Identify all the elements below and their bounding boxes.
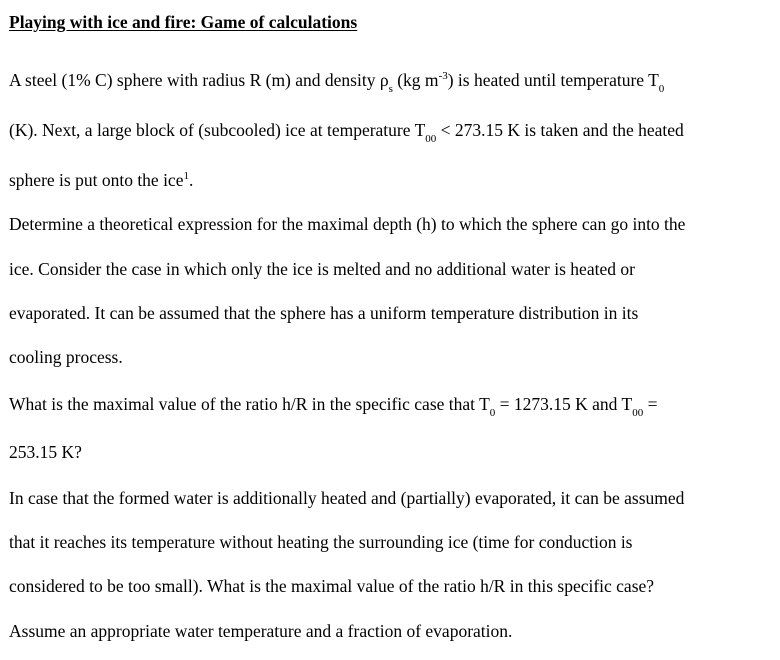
text-run: . <box>188 170 194 190</box>
text-run: ) is heated until temperature T <box>447 70 659 90</box>
text-run: (kg m <box>392 70 439 90</box>
subscript-s: s <box>388 83 393 95</box>
superscript-minus-3: -3 <box>438 70 448 82</box>
text-run: = 1273.15 K and T <box>495 394 633 414</box>
footnote-marker: 1 <box>183 170 189 182</box>
text-run: What is the maximal value of the ratio h/R in the specific case that T <box>9 394 490 414</box>
paragraph-2-line-3: evaporated. It can be assumed that the sphere has a uniform temperature distribution in its <box>9 303 639 323</box>
subscript-00: 00 <box>425 133 437 145</box>
text-run: sphere is put onto the ice <box>9 170 184 190</box>
subscript-0: 0 <box>658 83 665 95</box>
paragraph-1-line-1 <box>9 69 665 95</box>
paragraph-3-line-2: 253.15 K? <box>9 442 82 462</box>
paragraph-1-line-2 <box>9 119 684 145</box>
paragraph-4-line-2: that it reaches its temperature without heating the surrounding ice (time for conduction is <box>9 532 633 552</box>
paragraph-4-line-1: In case that the formed water is additionally heated and (partially) evaporated, it can be assumed <box>9 488 685 508</box>
paragraph-2-line-2: ice. Consider the case in which only the ice is melted and no additional water is heated or <box>9 259 635 279</box>
text-run: = <box>643 394 658 414</box>
paragraph-1-line-3 <box>9 169 193 191</box>
paragraph-2-line-1: Determine a theoretical expression for the maximal depth (h) to which the sphere can go into the <box>9 214 686 234</box>
paragraph-4-line-4: Assume an appropriate water temperature and a fraction of evaporation. <box>9 621 513 641</box>
text-run: A steel (1% C) sphere with radius R (m) and density ρ <box>9 70 389 90</box>
paragraph-2-line-4: cooling process. <box>9 347 123 367</box>
subscript-00: 00 <box>632 407 644 419</box>
text-run: (K). Next, a large block of (subcooled) ice at temperature T <box>9 120 426 140</box>
text-run: < 273.15 K is taken and the heated <box>436 120 684 140</box>
subscript-0: 0 <box>489 407 496 419</box>
document-title: Playing with ice and fire: Game of calculations <box>9 12 358 32</box>
paragraph-4-line-3: considered to be too small). What is the maximal value of the ratio h/R in this specific case? <box>9 576 655 596</box>
paragraph-3-line-1 <box>9 393 658 419</box>
